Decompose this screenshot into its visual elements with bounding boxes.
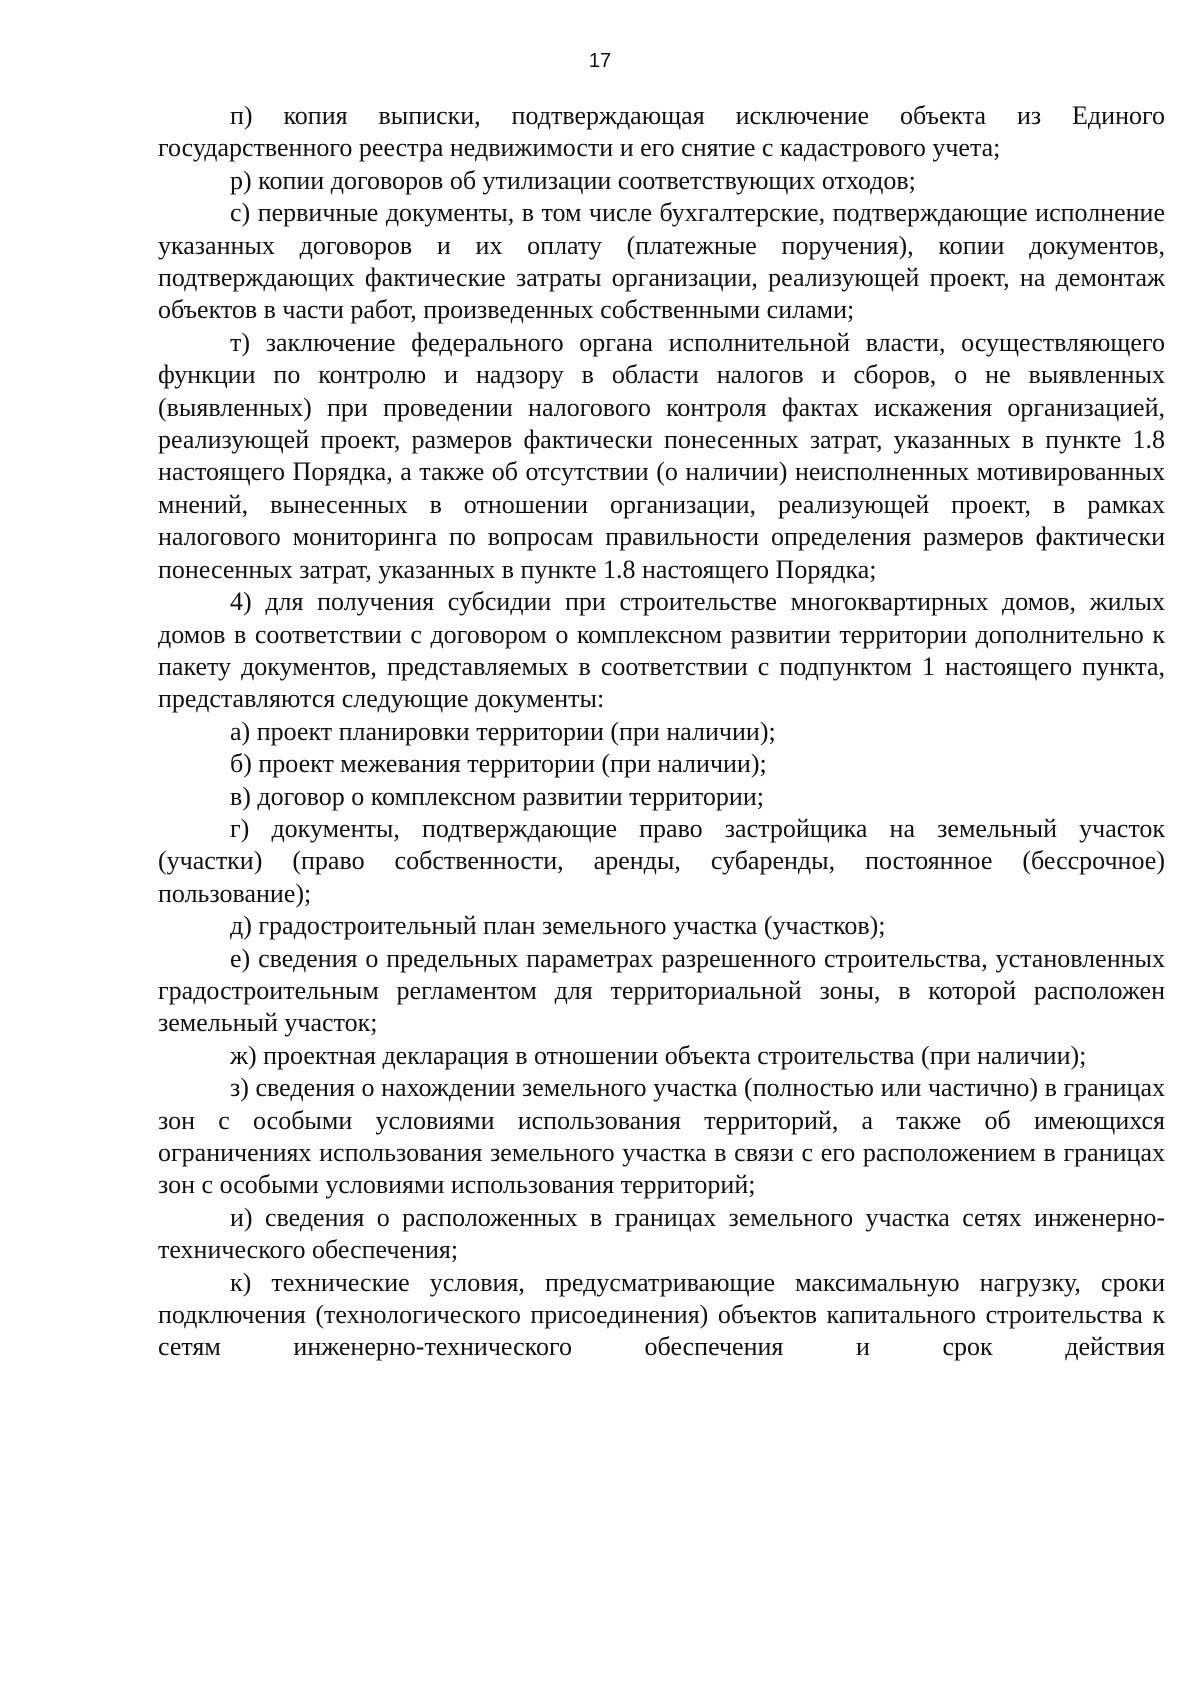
document-body bbox=[158, 100, 1165, 1364]
paragraph-t: т) заключение федерального органа исполнительной власти, осуществляющего функции по контролю и надзору в области налогов и сборов, о не выявленных (выявленных) при проведении налогового контроля фактах искажения организацией, реализующей проект, размеров фактически понесенных затрат, указанных в пункте 1.8 настоящего Порядка, а также об отсутствии (о наличии) неисполненных мотивированных мнений, вынесенных в отношении организации, реализующей проект, в рамках налогового мониторинга по вопросам правильности определения размеров фактически понесенных затрат, указанных в пункте 1.8 настоящего Порядка; bbox=[158, 327, 1165, 584]
page-number: 17 bbox=[588, 50, 612, 72]
paragraph-g: г) документы, подтверждающие право застройщика на земельный участок (участки) (право собственности, аренды, субаренды, постоянное (бессрочное) пользование); bbox=[158, 813, 1165, 908]
paragraph-k: к) технические условия, предусматривающие максимальную нагрузку, сроки подключения (технологического присоединения) объектов капитального строительства к сетям инженерно-технического обеспечения и срок действия bbox=[158, 1267, 1165, 1362]
paragraph-b: б) проект межевания территории (при наличии); bbox=[230, 749, 767, 779]
paragraph-4: 4) для получения субсидии при строительстве многоквартирных домов, жилых домов в соответствии с договором о комплексном развитии территории дополнительно к пакету документов, представляемых в соответствии с подпунктом 1 настоящего пункта, представляются следующие документы: bbox=[158, 587, 1165, 714]
paragraph-d: д) градостроительный план земельного участка (участков); bbox=[230, 911, 886, 941]
paragraph-z: з) сведения о нахождении земельного участка (полностью или частично) в границах зон с особыми условиями использования территорий, а также об имеющихся ограничениях использования земельного участка в связи с его расположением в границах зон с особыми условиями использования территорий; bbox=[158, 1073, 1165, 1200]
paragraph-i: и) сведения о расположенных в границах земельного участка сетях инженерно-технического обеспечения; bbox=[158, 1202, 1165, 1265]
paragraph-a: а) проект планировки территории (при наличии); bbox=[230, 716, 776, 746]
paragraph-zh: ж) проектная декларация в отношении объекта строительства (при наличии); bbox=[230, 1040, 1087, 1070]
paragraph-r: р) копии договоров об утилизации соответствующих отходов; bbox=[230, 165, 916, 195]
paragraph-e: е) сведения о предельных параметрах разрешенного строительства, установленных градостроительным регламентом для территориальной зоны, в которой расположен земельный участок; bbox=[158, 943, 1165, 1038]
paragraph-s: с) первичные документы, в том числе бухгалтерские, подтверждающие исполнение указанных договоров и их оплату (платежные поручения), копии документов, подтверждающих фактические затраты организации, реализующей проект, на демонтаж объектов в части работ, произведенных собственными силами; bbox=[158, 198, 1165, 325]
paragraph-v: в) договор о комплексном развитии территории; bbox=[230, 781, 764, 811]
paragraph-p: п) копия выписки, подтверждающая исключение объекта из Единого государственного реестра недвижимости и его снятие с кадастрового учета; bbox=[158, 101, 1165, 163]
